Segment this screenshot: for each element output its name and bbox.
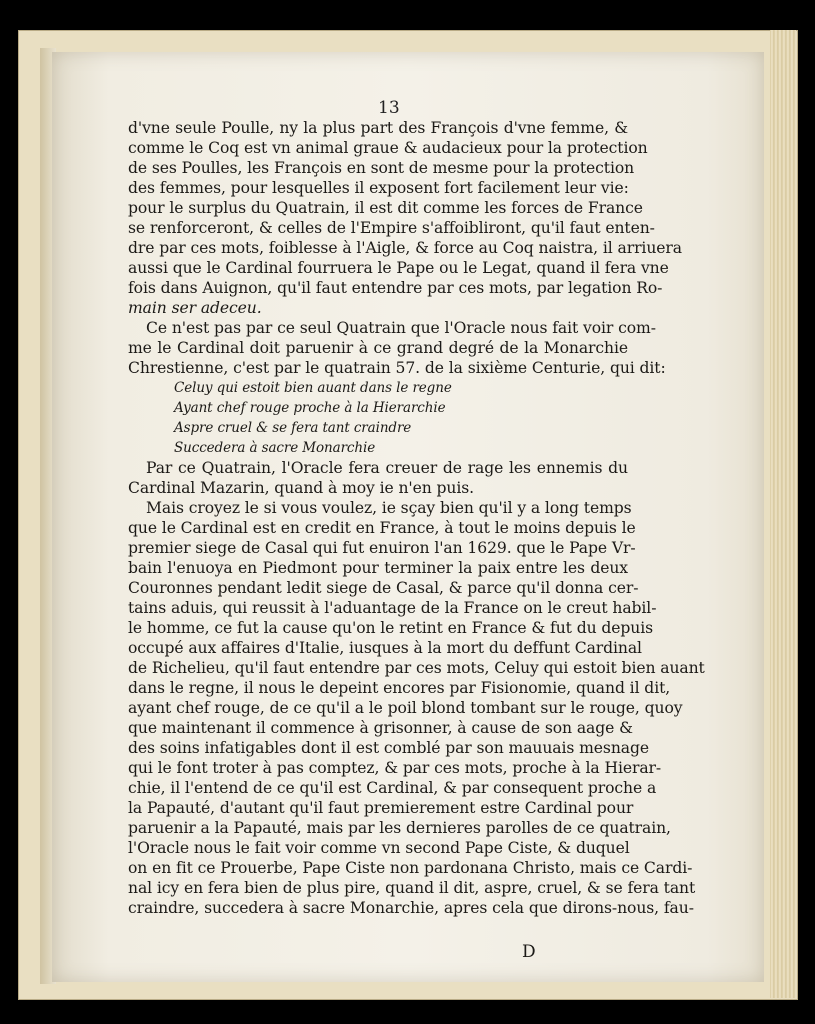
text-line: craindre, succedera à sacre Monarchie, apres cela que dirons-nous, fau- [128, 899, 694, 917]
text-line: chie, il l'entend de ce qu'il est Cardinal, & par consequent proche a [128, 779, 657, 797]
page-edges [770, 30, 796, 998]
text-line: Cardinal Mazarin, quand à moy ie n'en puis. [128, 479, 475, 497]
text-line: comme le Coq est vn animal graue & audacieux pour la protection [128, 139, 648, 157]
text-line: l'Oracle nous le fait voir comme vn second Pape Ciste, & duquel [128, 839, 630, 857]
text-line: Couronnes pendant ledit siege de Casal, & parce qu'il donna cer- [128, 579, 639, 597]
verse-line: Ayant chef rouge proche à la Hierarchie [174, 400, 446, 416]
text-line: Chrestienne, c'est par le quatrain 57. de la sixième Centurie, qui dit: [128, 359, 666, 377]
text-line: Ce n'est pas par ce seul Quatrain que l'Oracle nous fait voir com- [146, 319, 656, 337]
text-line: se renforceront, & celles de l'Empire s'affoibliront, qu'il faut enten- [128, 219, 655, 237]
text-line: dre par ces mots, foiblesse à l'Aigle, & force au Coq naistra, il arriuera [128, 239, 682, 257]
text-line: bain l'enuoya en Piedmont pour terminer la paix entre les deux [128, 559, 628, 577]
verse-line: Aspre cruel & se fera tant craindre [174, 420, 412, 436]
text-line: main ser adeceu. [128, 299, 262, 317]
page-number: 13 [378, 98, 400, 118]
text-line: Mais croyez le si vous voulez, ie sçay bien qu'il y a long temps [146, 499, 632, 517]
text-line: on en fit ce Prouerbe, Pape Ciste non pardonana Christo, mais ce Cardi- [128, 859, 693, 877]
text-line: aussi que le Cardinal fourruera le Pape ou le Legat, quand il fera vne [128, 259, 669, 277]
text-line: des femmes, pour lesquelles il exposent fort facilement leur vie: [128, 179, 629, 197]
text-line: me le Cardinal doit paruenir à ce grand degré de la Monarchie [128, 339, 628, 357]
text-line: de ses Poulles, les François en sont de mesme pour la protection [128, 159, 635, 177]
text-line: ayant chef rouge, de ce qu'il a le poil blond tombant sur le rouge, quoy [128, 699, 683, 717]
text-line: qui le font troter à pas comptez, & par ces mots, proche à la Hierar- [128, 759, 662, 777]
text-line: de Richelieu, qu'il faut entendre par ces mots, Celuy qui estoit bien auant [128, 659, 705, 677]
text-line: tains aduis, qui reussit à l'aduantage de la France on le creut habil- [128, 599, 657, 617]
text-line: paruenir a la Papauté, mais par les dernieres parolles de ce quatrain, [128, 819, 671, 837]
text-line: que le Cardinal est en credit en France, à tout le moins depuis le [128, 519, 636, 537]
text-line: la Papauté, d'autant qu'il faut premierement estre Cardinal pour [128, 799, 634, 817]
text-line: que maintenant il commence à grisonner, à cause de son aage & [128, 719, 633, 737]
text-line: premier siege de Casal qui fut enuiron l'an 1629. que le Pape Vr- [128, 539, 636, 557]
text-line: fois dans Auignon, qu'il faut entendre par ces mots, par legation Ro- [128, 279, 663, 297]
text-line: le homme, ce fut la cause qu'on le retint en France & fut du depuis [128, 619, 653, 637]
page-text [128, 118, 705, 918]
text-line: dans le regne, il nous le depeint encores par Fisionomie, quand il dit, [128, 679, 671, 697]
text-line: des soins infatigables dont il est comblé par son mauuais mesnage [128, 739, 649, 757]
catchword: D [522, 942, 536, 962]
text-line: d'vne seule Poulle, ny la plus part des François d'vne femme, & [128, 119, 628, 137]
text-line: occupé aux affaires d'Italie, iusques à la mort du deffunt Cardinal [128, 639, 642, 657]
verse-line: Succedera à sacre Monarchie [174, 440, 376, 456]
text-line: Par ce Quatrain, l'Oracle fera creuer de rage les ennemis du [146, 459, 628, 477]
text-line: nal icy en fera bien de plus pire, quand il dit, aspre, cruel, & se fera tant [128, 879, 696, 897]
verse-line: Celuy qui estoit bien auant dans le regne [174, 380, 452, 396]
text-line: pour le surplus du Quatrain, il est dit comme les forces de France [128, 199, 643, 217]
